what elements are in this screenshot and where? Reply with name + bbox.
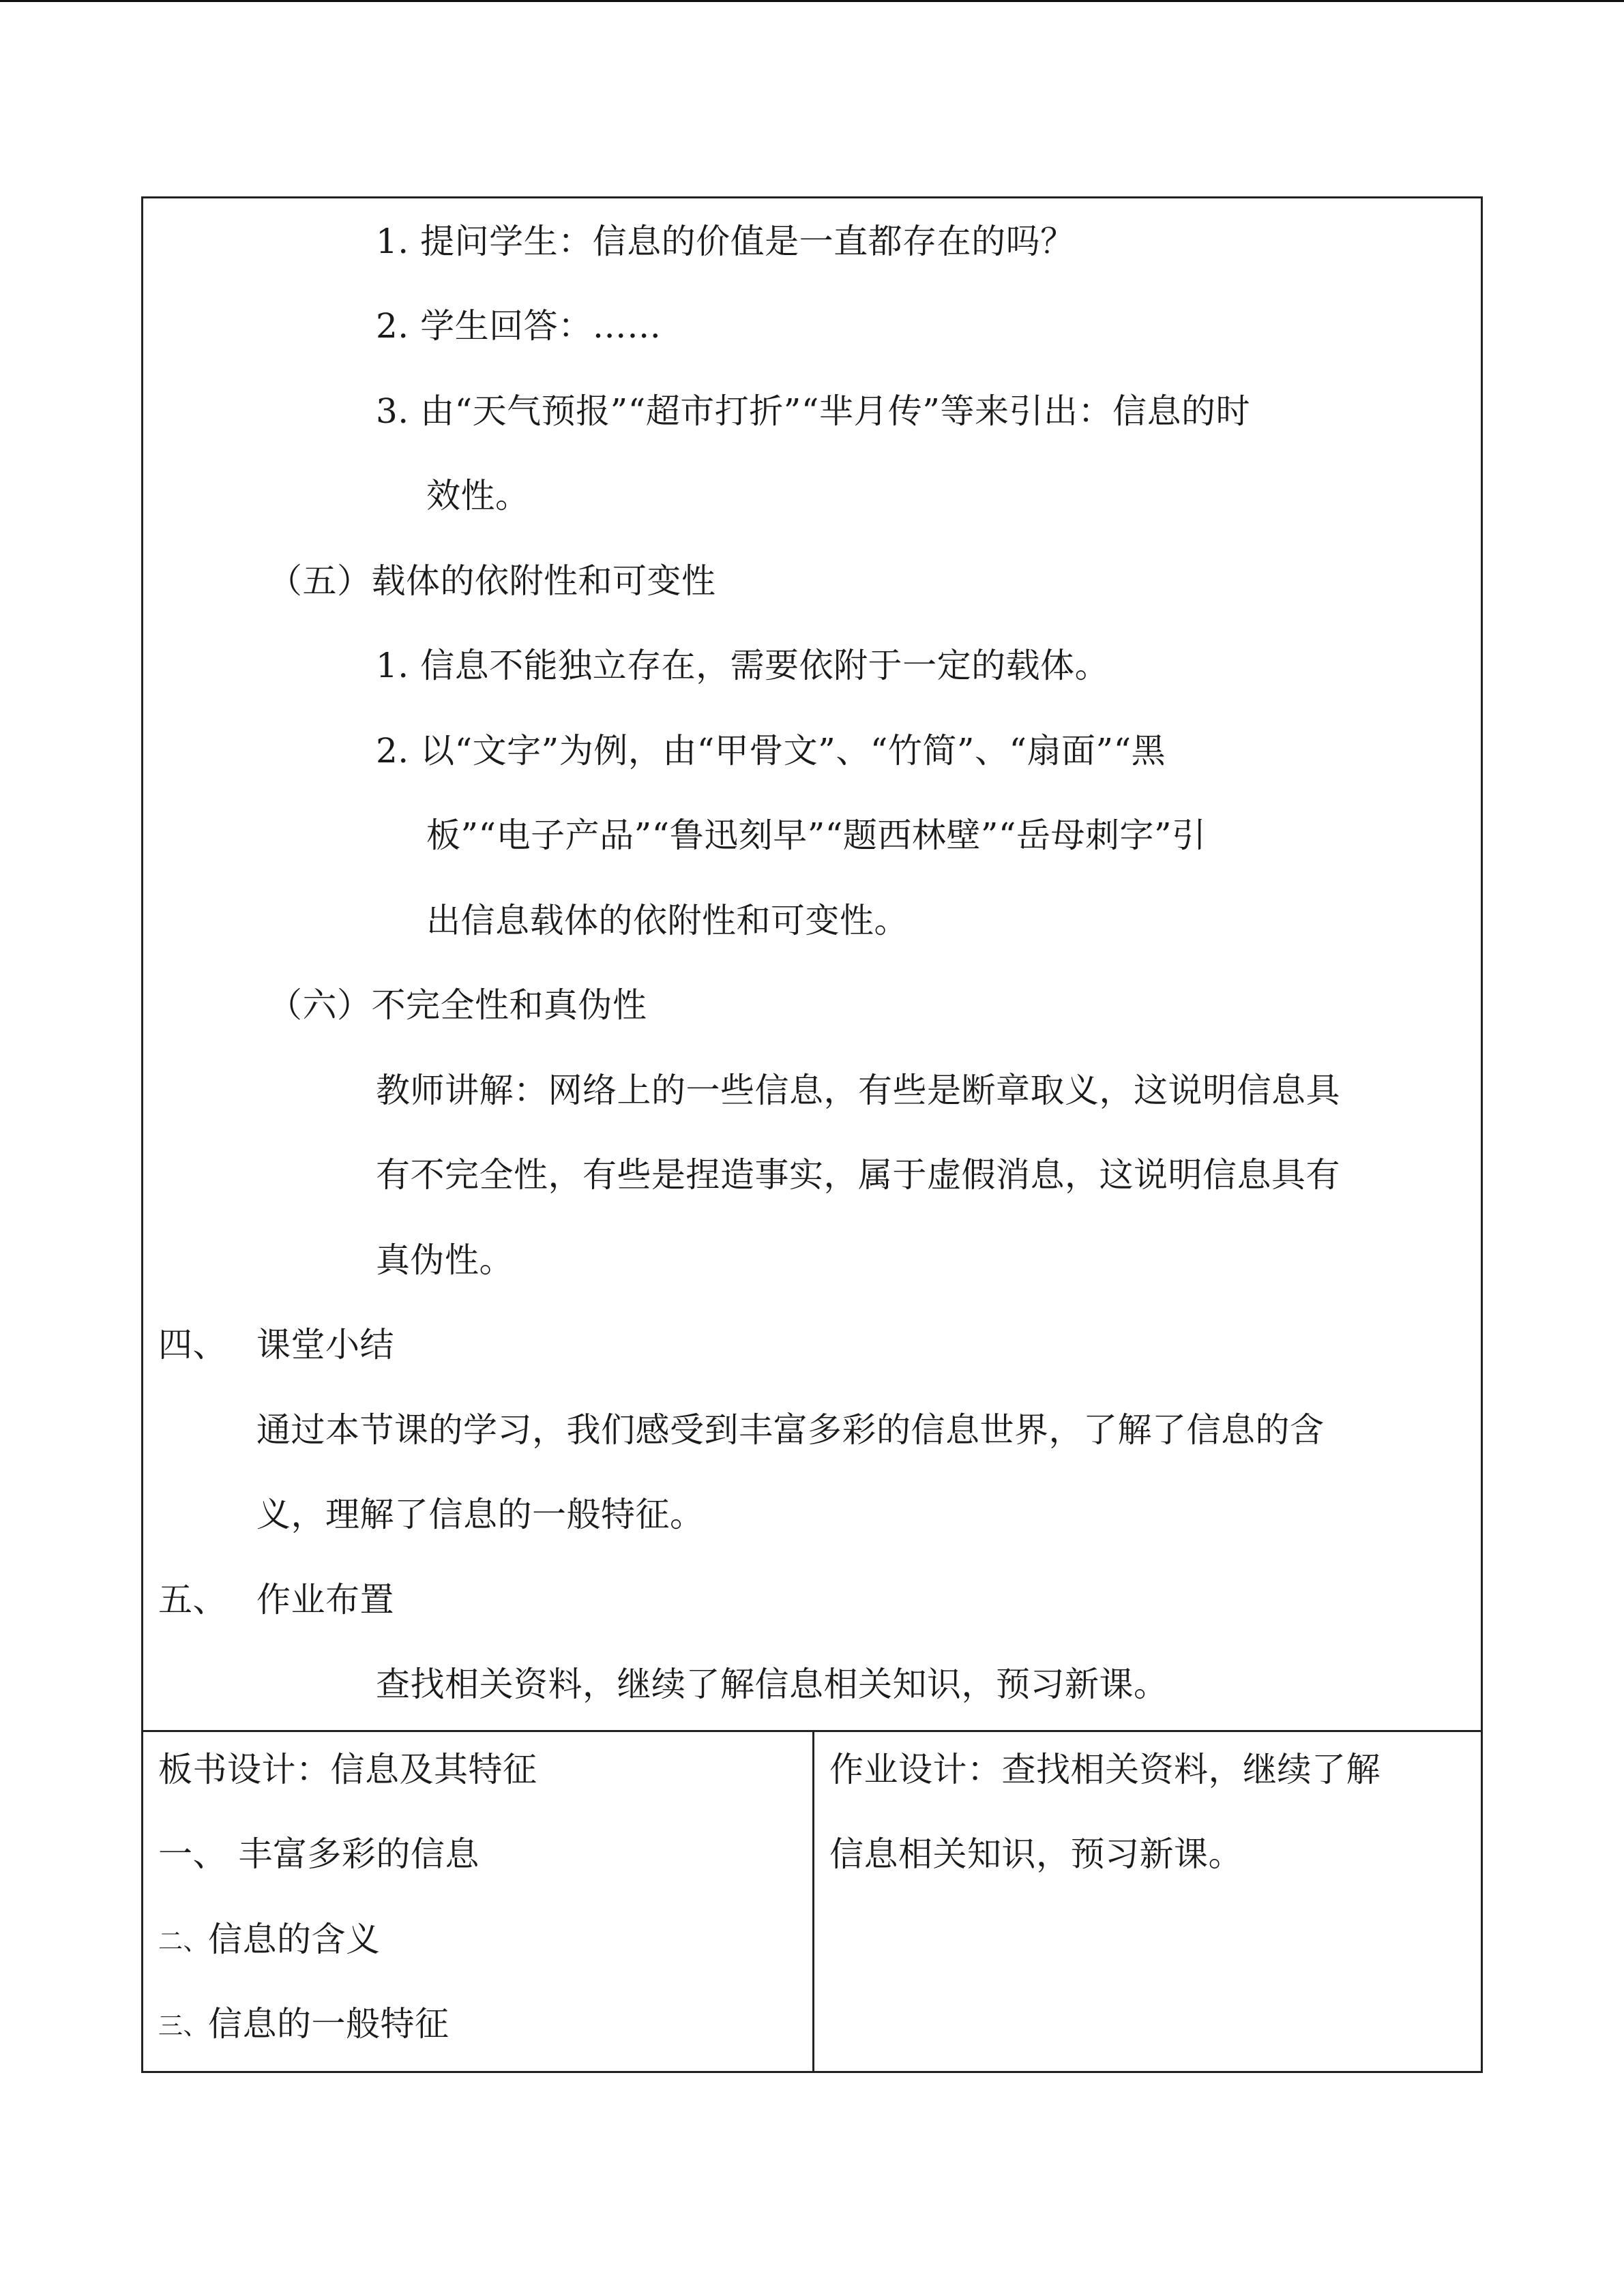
board-item-2 bbox=[158, 1919, 381, 1963]
top-rule bbox=[0, 0, 1624, 2]
item-number: 2. bbox=[376, 731, 409, 771]
section5-item-2 bbox=[376, 730, 1166, 771]
section5-item-2-continuation-2: 出信息载体的依附性和可变性。 bbox=[426, 901, 909, 940]
item-text: 学生回答：…… bbox=[420, 306, 662, 346]
part-5-number: 五、 bbox=[158, 1580, 227, 1620]
item-number: 1. bbox=[376, 222, 409, 261]
section6-paragraph-line-3: 真伪性。 bbox=[376, 1240, 514, 1280]
homework-design-line-1: 作业设计：查找相关资料，继续了解 bbox=[829, 1750, 1381, 1789]
item-text: 由“天气预报”“超市打折”“芈月传”等来引出：信息的时 bbox=[420, 391, 1250, 431]
item-text: 提问学生：信息的价值是一直都存在的吗？ bbox=[420, 222, 1075, 261]
board-item-2-number: 二、 bbox=[158, 1928, 209, 1956]
item-number: 3. bbox=[376, 391, 409, 431]
list-item-3-continuation: 效性。 bbox=[426, 476, 530, 516]
part-5-paragraph: 查找相关资料，继续了解信息相关知识，预习新课。 bbox=[376, 1665, 1168, 1704]
board-item-1: 一、 丰富多彩的信息 bbox=[158, 1834, 479, 1874]
list-item-3 bbox=[376, 391, 1250, 432]
section-heading-5: （五）载体的依附性和可变性 bbox=[268, 561, 716, 601]
board-item-3-text: 信息的一般特征 bbox=[208, 2004, 449, 2044]
list-item-1 bbox=[376, 221, 1075, 262]
part-4-number: 四、 bbox=[158, 1325, 227, 1365]
part-5-title: 作业布置 bbox=[256, 1580, 394, 1620]
item-text: 信息不能独立存在，需要依附于一定的载体。 bbox=[420, 646, 1110, 685]
section5-item-2-continuation-1: 板”“电子产品”“鲁迅刻早”“题西林壁”“岳母刺字”引 bbox=[426, 816, 1207, 855]
section6-paragraph-line-1: 教师讲解：网络上的一些信息，有些是断章取义，这说明信息具 bbox=[376, 1071, 1340, 1110]
board-design-title: 板书设计：信息及其特征 bbox=[158, 1750, 537, 1789]
column-divider bbox=[812, 1730, 814, 2073]
section5-item-1 bbox=[376, 645, 1109, 686]
homework-design-line-2: 信息相关知识，预习新课。 bbox=[829, 1834, 1243, 1874]
item-number: 1. bbox=[376, 646, 409, 685]
list-item-2 bbox=[376, 305, 662, 346]
section6-paragraph-line-2: 有不完全性，有些是捏造事实，属于虚假消息，这说明信息具有 bbox=[376, 1155, 1340, 1195]
board-item-3 bbox=[158, 2003, 449, 2047]
part-4-title: 课堂小结 bbox=[256, 1325, 394, 1365]
section-heading-6: （六）不完全性和真伪性 bbox=[268, 985, 647, 1025]
item-text: 以“文字”为例，由“甲骨文”、“竹简”、“扇面”“黑 bbox=[420, 731, 1166, 771]
board-item-2-text: 信息的含义 bbox=[208, 1920, 381, 1959]
item-number: 2. bbox=[376, 306, 409, 346]
part-4-paragraph-line-2: 义，理解了信息的一般特征。 bbox=[256, 1495, 705, 1534]
part-4-paragraph-line-1: 通过本节课的学习，我们感受到丰富多彩的信息世界，了解了信息的含 bbox=[256, 1410, 1325, 1450]
board-item-3-number: 三、 bbox=[158, 2012, 209, 2040]
